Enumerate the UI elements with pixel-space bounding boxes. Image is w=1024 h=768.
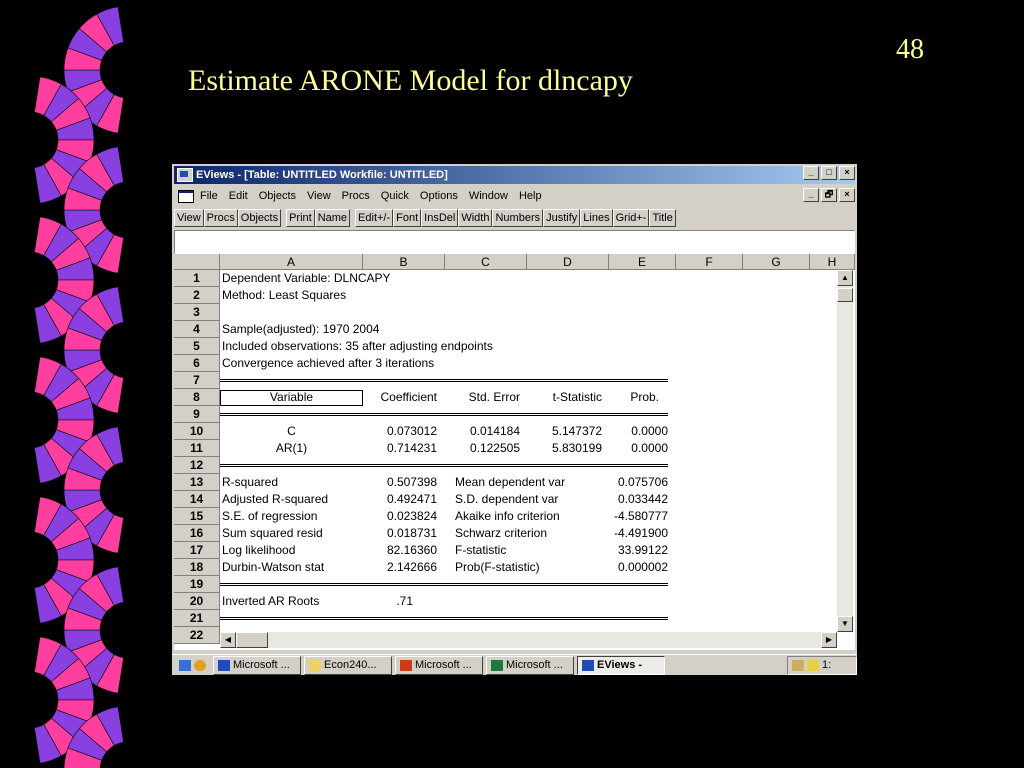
scroll-up-icon[interactable]: ▲ bbox=[837, 270, 853, 286]
taskbar-label: Microsoft ... bbox=[506, 659, 563, 671]
column-header-f[interactable]: F bbox=[676, 254, 743, 270]
mdi-minimize-button[interactable]: _ bbox=[803, 188, 819, 202]
cell-convergence[interactable]: Convergence achieved after 3 iterations bbox=[222, 356, 435, 370]
network-icon[interactable] bbox=[807, 660, 819, 671]
toolbar-numbers-button[interactable]: Numbers bbox=[492, 209, 543, 227]
stat-label[interactable]: Mean dependent var bbox=[455, 475, 566, 489]
window-titlebar[interactable] bbox=[174, 166, 855, 184]
toolbar-print-button[interactable]: Print bbox=[286, 209, 315, 227]
window-title: EViews - [Table: UNTITLED Workfile: UNTITLED] bbox=[196, 169, 448, 181]
menu-quick[interactable]: Quick bbox=[380, 190, 409, 202]
coef-header-prob[interactable]: Prob. bbox=[630, 390, 659, 404]
column-header-c[interactable]: C bbox=[445, 254, 527, 270]
windows-taskbar bbox=[172, 654, 857, 675]
row-header[interactable]: 10 bbox=[174, 423, 220, 440]
stat-value[interactable]: 0.075706 bbox=[617, 475, 668, 489]
stat-label[interactable]: Akaike info criterion bbox=[455, 509, 560, 523]
column-header-e[interactable]: E bbox=[609, 254, 676, 270]
menu-procs[interactable]: Procs bbox=[341, 190, 370, 202]
column-header-a[interactable]: A bbox=[220, 254, 363, 270]
hscroll-thumb[interactable] bbox=[236, 632, 268, 648]
row-header[interactable]: 7 bbox=[174, 372, 220, 389]
toolbar-lines-button[interactable]: Lines bbox=[580, 209, 612, 227]
coef-header-std-error[interactable]: Std. Error bbox=[468, 390, 520, 404]
stat-value[interactable]: 0.033442 bbox=[617, 492, 668, 506]
close-button[interactable]: × bbox=[839, 166, 855, 180]
table-rule bbox=[220, 464, 668, 467]
taskbar-item-word[interactable] bbox=[213, 656, 301, 675]
horizontal-scrollbar[interactable] bbox=[220, 632, 837, 648]
table-rule bbox=[220, 583, 668, 586]
coef-c-std-error[interactable]: 0.014184 bbox=[469, 424, 520, 438]
stat-value[interactable]: 0.023824 bbox=[386, 509, 437, 523]
menu-edit[interactable]: Edit bbox=[228, 190, 248, 202]
toolbar-font-button[interactable]: Font bbox=[393, 209, 421, 227]
taskbar-item-folder[interactable] bbox=[304, 656, 392, 675]
row-header[interactable]: 6 bbox=[174, 355, 220, 372]
slide-title: Estimate ARONE Model for dlncapy bbox=[188, 64, 633, 97]
grid-corner[interactable] bbox=[174, 254, 220, 270]
row-header[interactable]: 14 bbox=[174, 491, 220, 508]
stat-label[interactable]: R-squared bbox=[222, 475, 279, 489]
row-header[interactable]: 3 bbox=[174, 304, 220, 321]
toolbar-insdel-button[interactable]: InsDel bbox=[421, 209, 458, 227]
row-header[interactable]: 2 bbox=[174, 287, 220, 304]
menu-options[interactable]: Options bbox=[419, 190, 458, 202]
cell-method[interactable]: Method: Least Squares bbox=[222, 288, 347, 302]
stat-label[interactable]: S.D. dependent var bbox=[455, 492, 559, 506]
row-header[interactable]: 20 bbox=[174, 593, 220, 610]
row-header[interactable]: 15 bbox=[174, 508, 220, 525]
coef-ar1-variable[interactable]: AR(1) bbox=[275, 441, 308, 455]
table-grid[interactable] bbox=[174, 254, 855, 650]
coef-header-coefficient[interactable]: Coefficient bbox=[380, 390, 437, 404]
table-rule bbox=[220, 617, 668, 620]
stat-label[interactable]: S.E. of regression bbox=[222, 509, 318, 523]
slide-number: 48 bbox=[896, 34, 924, 65]
toolbar-view-button[interactable]: View bbox=[174, 209, 204, 227]
stat-value[interactable]: 0.507398 bbox=[386, 475, 437, 489]
stat-label[interactable]: Schwarz criterion bbox=[455, 526, 548, 540]
row-header[interactable]: 13 bbox=[174, 474, 220, 491]
desktop-icon[interactable] bbox=[179, 660, 191, 671]
eviews-icon bbox=[582, 660, 594, 671]
taskbar-item-eviews[interactable] bbox=[577, 656, 665, 675]
taskbar-item-powerpoint[interactable] bbox=[395, 656, 483, 675]
cell-sample[interactable]: Sample(adjusted): 1970 2004 bbox=[222, 322, 380, 336]
table-rule bbox=[220, 379, 668, 382]
column-header-b[interactable]: B bbox=[363, 254, 445, 270]
coef-ar1-prob[interactable]: 0.0000 bbox=[631, 441, 668, 455]
scroll-right-icon[interactable]: ▶ bbox=[821, 632, 837, 648]
toolbar-title-button[interactable]: Title bbox=[649, 209, 675, 227]
toolbar-procs-button[interactable]: Procs bbox=[204, 209, 238, 227]
document-icon[interactable] bbox=[178, 190, 194, 203]
coef-ar1-coefficient[interactable]: 0.714231 bbox=[386, 441, 437, 455]
taskbar-label: Econ240... bbox=[324, 659, 377, 671]
row-header[interactable]: 9 bbox=[174, 406, 220, 423]
row-header[interactable]: 21 bbox=[174, 610, 220, 627]
table-rule bbox=[220, 413, 668, 416]
row-header[interactable]: 12 bbox=[174, 457, 220, 474]
column-header-g[interactable]: G bbox=[743, 254, 810, 270]
taskbar-label: EViews - bbox=[597, 659, 643, 671]
browser-icon[interactable] bbox=[194, 660, 206, 671]
coef-c-variable[interactable]: C bbox=[287, 424, 296, 438]
taskbar-label: Microsoft ... bbox=[233, 659, 290, 671]
quick-launch bbox=[175, 657, 210, 674]
eviews-app-icon bbox=[177, 168, 193, 182]
coef-c-prob[interactable]: 0.0000 bbox=[631, 424, 668, 438]
toolbar-name-button[interactable]: Name bbox=[315, 209, 350, 227]
menu-file[interactable]: File bbox=[200, 190, 218, 202]
toolbar-width-button[interactable]: Width bbox=[458, 209, 492, 227]
stat-value[interactable]: 2.142666 bbox=[386, 560, 437, 574]
inverted-ar-roots-value[interactable]: .71 bbox=[396, 594, 413, 608]
mdi-restore-button[interactable]: 🗗 bbox=[821, 188, 837, 202]
row-header[interactable]: 18 bbox=[174, 559, 220, 576]
coef-header-t-statistic[interactable]: t-Statistic bbox=[552, 390, 602, 404]
mdi-close-button[interactable]: × bbox=[839, 188, 855, 202]
row-header[interactable]: 19 bbox=[174, 576, 220, 593]
stat-label[interactable]: Log likelihood bbox=[222, 543, 296, 557]
scroll-left-icon[interactable]: ◀ bbox=[220, 632, 236, 648]
scroll-thumb[interactable] bbox=[837, 288, 853, 302]
coef-ar1-t-statistic[interactable]: 5.830199 bbox=[551, 441, 602, 455]
toolbar-justify-button[interactable]: Justify bbox=[543, 209, 580, 227]
stat-value[interactable]: -4.491900 bbox=[613, 526, 668, 540]
vertical-scrollbar[interactable] bbox=[837, 270, 853, 632]
coef-c-coefficient[interactable]: 0.073012 bbox=[386, 424, 437, 438]
volume-icon[interactable] bbox=[792, 660, 804, 671]
excel-icon bbox=[491, 660, 503, 671]
menu-view[interactable]: View bbox=[307, 190, 331, 202]
coef-header-variable[interactable]: Variable bbox=[269, 390, 314, 404]
menu-help[interactable]: Help bbox=[518, 190, 542, 202]
row-header[interactable]: 1 bbox=[174, 270, 220, 287]
scroll-down-icon[interactable]: ▼ bbox=[837, 616, 853, 632]
decorative-fan-border bbox=[0, 0, 150, 768]
row-header[interactable]: 4 bbox=[174, 321, 220, 338]
cell-observations[interactable]: Included observations: 35 after adjusting endpoints bbox=[222, 339, 493, 353]
clock: 1: bbox=[822, 659, 832, 671]
word-icon bbox=[218, 660, 230, 671]
minimize-button[interactable]: _ bbox=[803, 166, 819, 180]
stat-value[interactable]: 0.000002 bbox=[617, 560, 668, 574]
stat-value[interactable]: -4.580777 bbox=[613, 509, 668, 523]
stat-label[interactable]: Adjusted R-squared bbox=[222, 492, 329, 506]
menu-objects[interactable]: Objects bbox=[258, 190, 296, 202]
taskbar-item-excel[interactable] bbox=[486, 656, 574, 675]
stat-value[interactable]: 82.16360 bbox=[386, 543, 437, 557]
toolbar-objects-button[interactable]: Objects bbox=[238, 209, 281, 227]
menu-window[interactable]: Window bbox=[468, 190, 508, 202]
stat-label[interactable]: F-statistic bbox=[455, 543, 507, 557]
row-header[interactable]: 22 bbox=[174, 627, 220, 644]
stat-label[interactable]: Durbin-Watson stat bbox=[222, 560, 325, 574]
menu-bar bbox=[174, 186, 855, 206]
stat-value[interactable]: 33.99122 bbox=[617, 543, 668, 557]
stat-label[interactable]: Sum squared resid bbox=[222, 526, 323, 540]
row-header[interactable]: 8 bbox=[174, 389, 220, 406]
stat-value[interactable]: 0.018731 bbox=[386, 526, 437, 540]
toolbar-edit-button[interactable]: Edit+/- bbox=[355, 209, 393, 227]
table-toolbar bbox=[174, 208, 855, 228]
taskbar-label: Microsoft ... bbox=[415, 659, 472, 671]
stat-value[interactable]: 0.492471 bbox=[386, 492, 437, 506]
cell-edit-field[interactable] bbox=[174, 230, 855, 254]
toolbar-grid-button[interactable]: Grid+- bbox=[613, 209, 650, 227]
powerpoint-icon bbox=[400, 660, 412, 671]
row-header[interactable]: 11 bbox=[174, 440, 220, 457]
coef-c-t-statistic[interactable]: 5.147372 bbox=[551, 424, 602, 438]
mdi-controls bbox=[803, 188, 855, 202]
eviews-window bbox=[172, 164, 857, 675]
column-header-d[interactable]: D bbox=[527, 254, 609, 270]
folder-icon bbox=[309, 660, 321, 671]
row-header[interactable]: 16 bbox=[174, 525, 220, 542]
row-header[interactable]: 17 bbox=[174, 542, 220, 559]
window-controls bbox=[803, 166, 855, 180]
system-tray bbox=[787, 656, 857, 675]
row-header[interactable]: 5 bbox=[174, 338, 220, 355]
cell-dependent-variable[interactable]: Dependent Variable: DLNCAPY bbox=[222, 271, 391, 285]
maximize-button[interactable]: □ bbox=[821, 166, 837, 180]
stat-label[interactable]: Prob(F-statistic) bbox=[455, 560, 540, 574]
inverted-ar-roots-label[interactable]: Inverted AR Roots bbox=[222, 594, 320, 608]
column-header-h[interactable]: H bbox=[810, 254, 855, 270]
coef-ar1-std-error[interactable]: 0.122505 bbox=[469, 441, 520, 455]
